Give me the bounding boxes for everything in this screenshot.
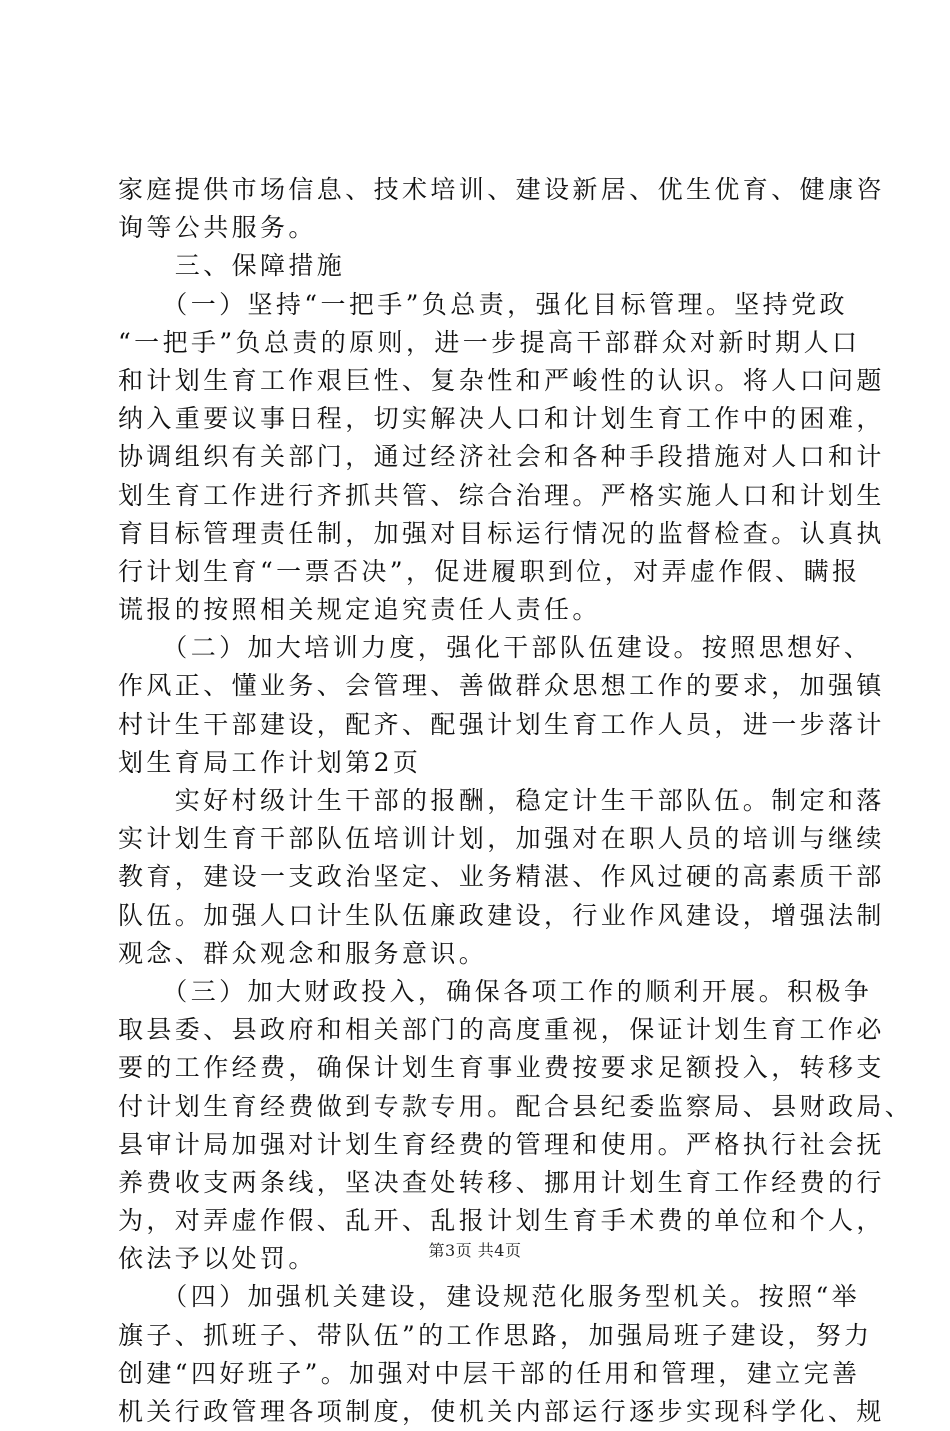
text-line: 谎报的按照相关规定追究责任人责任。 xyxy=(118,595,601,625)
text-line: 要的工作经费，确保计划生育事业费按要求足额投入，转移支 xyxy=(118,1053,885,1083)
text-line: 观念、群众观念和服务意识。 xyxy=(118,938,488,968)
text-line: 育目标管理责任制，加强对目标运行情况的监督检查。认真执 xyxy=(118,518,885,548)
text-line: 村计生干部建设，配齐、配强计划生育工作人员，进一步落计 xyxy=(118,709,885,739)
text-line: （一）坚持“一把手”负总责，强化目标管理。坚持党政 xyxy=(118,289,848,319)
text-line: 协调组织有关部门，通过经济社会和各种手段措施对人口和计 xyxy=(118,442,885,472)
text-line: 为，对弄虚作假、乱开、乱报计划生育手术费的单位和个人， xyxy=(118,1206,885,1236)
text-line: “一把手”负总责的原则，进一步提高干部群众对新时期人口 xyxy=(118,327,861,357)
text-line: 划生育工作进行齐抓共管、综合治理。严格实施人口和计划生 xyxy=(118,480,885,510)
text-line: 纳入重要议事日程，切实解决人口和计划生育工作中的困难， xyxy=(118,404,885,434)
text-line: 养费收支两条线，坚决查处转移、挪用计划生育工作经费的行 xyxy=(118,1167,885,1197)
text-line: 机关行政管理各项制度，使机关内部运行逐步实现科学化、规 xyxy=(118,1397,885,1426)
text-line: 创建“四好班子”。加强对中层干部的任用和管理，建立完善 xyxy=(118,1358,861,1388)
text-line: 行计划生育“一票否决”，促进履职到位，对弄虚作假、瞒报 xyxy=(118,556,861,586)
text-line: 县审计局加强对计划生育经费的管理和使用。严格执行社会抚 xyxy=(118,1129,885,1159)
text-line: （三）加大财政投入，确保各项工作的顺利开展。积极争 xyxy=(118,976,873,1006)
text-line: 旗子、抓班子、带队伍”的工作思路，加强局班子建设，努力 xyxy=(118,1320,873,1350)
text-line: 三、保障措施 xyxy=(118,251,346,281)
text-line: （二）加大培训力度，强化干部队伍建设。按照思想好、 xyxy=(118,633,873,663)
text-line: 教育，建设一支政治坚定、业务精湛、作风过硬的高素质干部 xyxy=(118,862,885,892)
text-line: 划生育局工作计划第2页 xyxy=(118,747,422,777)
text-line: 队伍。加强人口计生队伍廉政建设，行业作风建设，增强法制 xyxy=(118,900,885,930)
text-line: 询等公共服务。 xyxy=(118,213,317,243)
text-line: 付计划生育经费做到专款专用。配合县纪委监察局、县财政局、 xyxy=(118,1091,914,1121)
text-line: 家庭提供市场信息、技术培训、建设新居、优生优育、健康咨 xyxy=(118,175,885,204)
text-line: 作风正、懂业务、会管理、善做群众思想工作的要求，加强镇 xyxy=(118,671,885,701)
text-line: 和计划生育工作艰巨性、复杂性和严峻性的认识。将人口问题 xyxy=(118,365,885,395)
text-line: 实计划生育干部队伍培训计划，加强对在职人员的培训与继续 xyxy=(118,824,885,854)
text-line: （四）加强机关建设，建设规范化服务型机关。按照“举 xyxy=(118,1282,861,1312)
text-line: 取县委、县政府和相关部门的高度重视，保证计划生育工作必 xyxy=(118,1015,885,1045)
text-line: 依法予以处罚。 xyxy=(118,1244,317,1274)
text-line: 实好村级计生干部的报酬，稳定计生干部队伍。制定和落 xyxy=(118,786,885,815)
page-footer: 第3页 共4页 xyxy=(428,1241,522,1260)
